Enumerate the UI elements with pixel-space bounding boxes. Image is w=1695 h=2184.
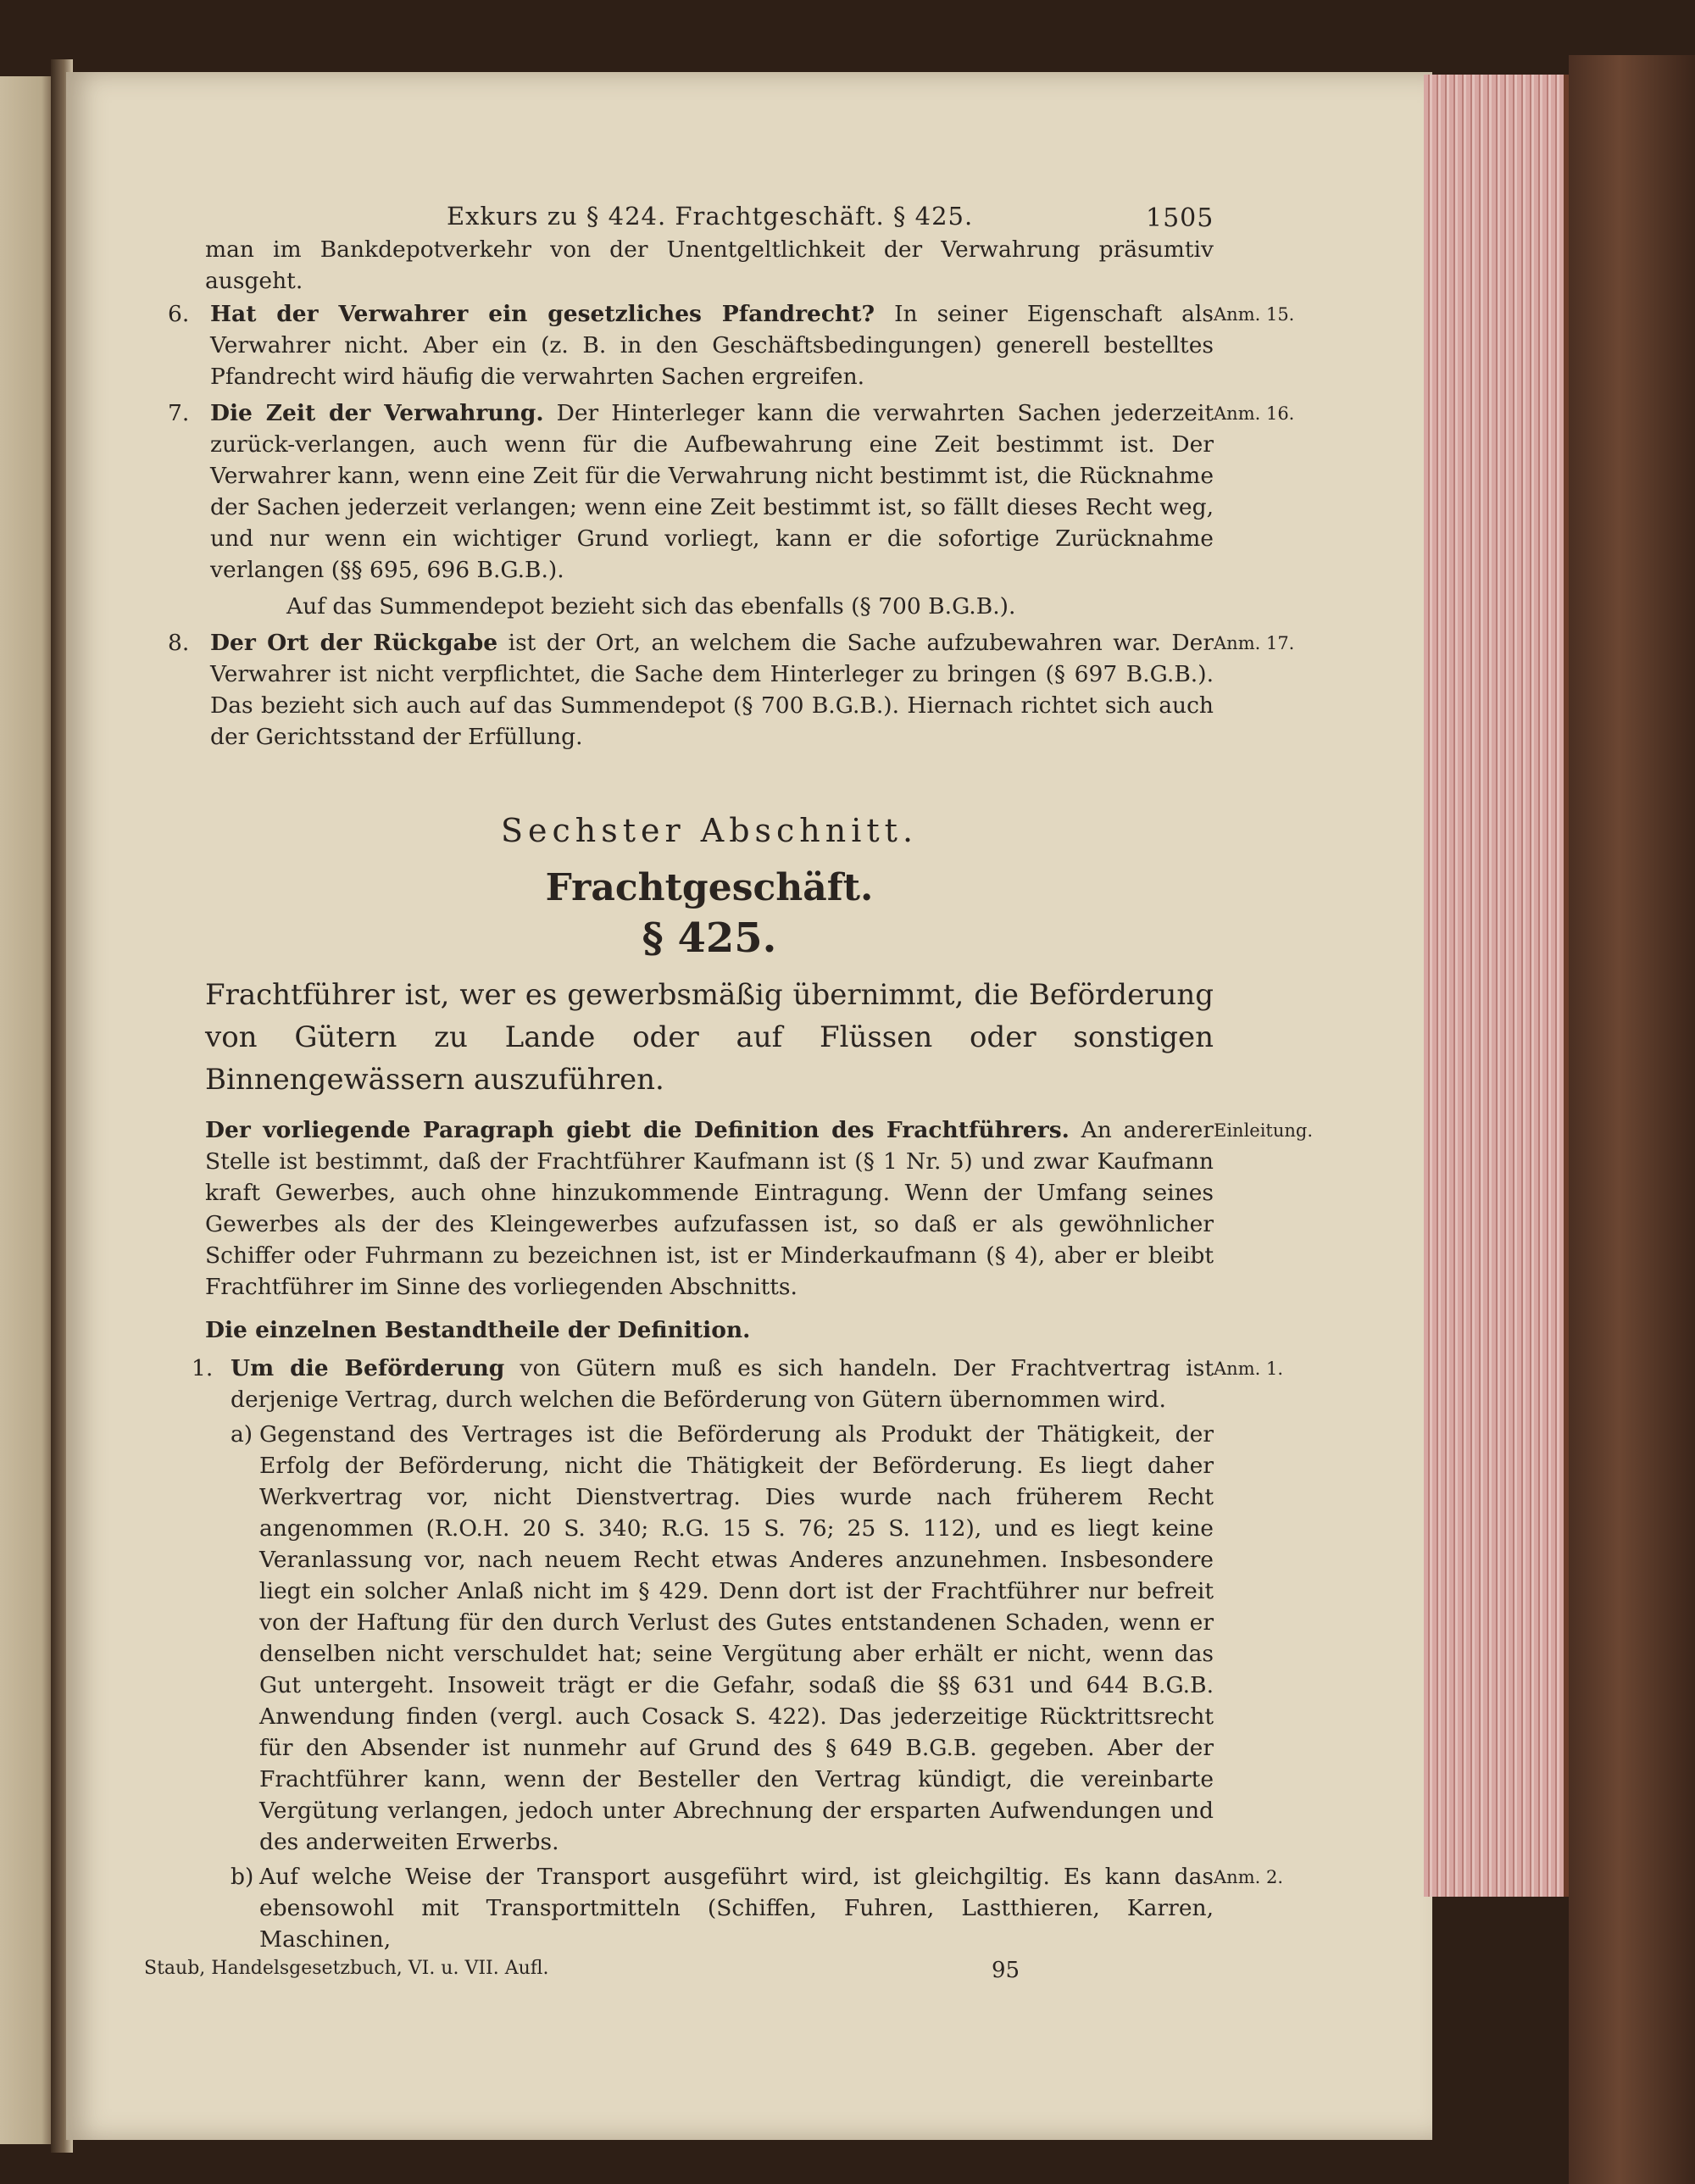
- running-header: [205, 195, 1214, 233]
- margin-note: Anm. 17.: [1214, 633, 1295, 653]
- margin-note: Einleitung.: [1214, 1120, 1314, 1141]
- paragraph-number: § 425.: [642, 914, 777, 962]
- definition-item-1: [192, 1353, 1283, 1415]
- commentary-intro-heading: Der vorliegende Paragraph giebt die Definition des Frachtführers.: [205, 1117, 1070, 1143]
- sub-item-label: b): [231, 1864, 254, 1890]
- margin-note: Anm. 1.: [1214, 1359, 1283, 1379]
- sub-item-b: [231, 1861, 1283, 1955]
- commentary-intro-text: An anderer Stelle ist bestimmt, daß der Frachtführer Kaufmann ist (§ 1 Nr. 5) und zwar Kaufmann kraft Gewerbes, auch ohne hinzukommende Eintragung. Wenn der Umfang seines Gewerbes als der des Kleingewerbes aufzufassen ist, so daß er als gewöhnlicher Schiffer oder Fuhrmann zu bezeichnen ist, ist er Minderkaufmann (§ 4), aber er bleibt Frachtführer im Sinne des vorliegenden Abschnitts.: [205, 1117, 1214, 1300]
- item-number: 7.: [168, 400, 190, 426]
- item-text: von Gütern muß es sich handeln. Der Frachtvertrag ist derjenige Vertrag, durch welchen die Beförderung von Gütern übernommen wird.: [231, 1355, 1214, 1413]
- item-number: 6.: [168, 301, 190, 327]
- running-title: Exkurs zu § 424. Frachtgeschäft. § 425.: [447, 202, 974, 231]
- signature-mark: 95: [992, 1958, 1020, 1983]
- item-number: 1.: [192, 1355, 214, 1381]
- section-title: Frachtgeschäft.: [545, 866, 874, 909]
- margin-note: Anm. 2.: [1214, 1867, 1283, 1887]
- item-heading: Um die Beförderung: [231, 1355, 505, 1381]
- item-7: [168, 397, 1295, 586]
- item-heading: Die Zeit der Verwahrung.: [210, 400, 544, 426]
- page-number: 1505: [1146, 203, 1214, 233]
- item-8: [168, 627, 1295, 753]
- margin-note: Anm. 15.: [1214, 304, 1295, 325]
- summendepot-note: Auf das Summendepot bezieht sich das ebenfalls (§ 700 B.G.B.).: [286, 593, 1016, 620]
- page-footer: [144, 1958, 1034, 1983]
- item-text: In seiner Eigenschaft als Verwahrer nicht. Aber ein (z. B. in den Geschäftsbedingungen) generell bestelltes Pfandrecht wird häufig die verwahrten Sachen ergreifen.: [210, 301, 1214, 390]
- page-edges: [1424, 75, 1569, 1897]
- item-6: [168, 298, 1295, 392]
- sub-item-text: Gegenstand des Vertrages ist die Beförderung als Produkt der Thätigkeit, der Erfolg der Beförderung, nicht die Thätigkeit der Beförderung. Es liegt daher Werkvertrag vor, nicht Dienstvertrag. Dies wurde nach früherem Recht angenommen (R.O.H. 20 S. 340; R.G. 15 S. 76; 25 S. 112), und es liegt keine Veranlassung vor, nach neuem Recht etwas Anderes anzunehmen. Insbesondere liegt ein solcher Anlaß nicht im § 429. Denn dort ist der Frachtführer nur befreit von der Haftung für den durch Verlust des Gutes entstandenen Schaden, wenn er denselben nicht verschuldet hat; seine Vergütung aber erhält er nicht, wenn das Gut untergeht. Insoweit trägt er die Gefahr, sodaß die §§ 631 und 644 B.G.B. Anwendung finden (vergl. auch Cosack S. 422). Das jederzeitige Rücktrittsrecht für den Absender ist nunmehr auf Grund des § 649 B.G.B. gegeben. Aber der Frachtführer kann, wenn der Besteller den Vertrag kündigt, die vereinbarte Vergütung verlangen, jedoch unter Abrechnung der ersparten Aufwendungen und des anderweiten Erwerbs.: [259, 1421, 1214, 1855]
- book-binding: [1569, 55, 1695, 2184]
- item-heading: Hat der Verwahrer ein gesetzliches Pfandrecht?: [210, 301, 875, 327]
- section-heading: Sechster Abschnitt.: [500, 812, 919, 849]
- item-text: ist der Ort, an welchem die Sache aufzubewahren war. Der Verwahrer ist nicht verpflichtet, die Sache dem Hinterleger zu bringen (§ 697 B.G.B.). Das bezieht sich auch auf das Summendepot (§ 700 B.G.B.). Hiernach richtet sich auch der Gerichtsstand der Erfüllung.: [210, 630, 1214, 750]
- intro-lines: man im Bankdepotverkehr von der Unentgeltlichkeit der Verwahrung präsumtiv ausgeht.: [205, 236, 1214, 294]
- item-number: 8.: [168, 630, 190, 656]
- footer-citation: Staub, Handelsgesetzbuch, VI. u. VII. Aufl.: [144, 1958, 549, 1979]
- page-content: [144, 195, 1314, 1983]
- statute-text: Frachtführer ist, wer es gewerbsmäßig übernimmt, die Beförderung von Gütern zu Lande oder auf Flüssen oder sonstigen Binnengewässern auszuführen.: [205, 978, 1214, 1097]
- commentary-intro: [205, 1114, 1314, 1303]
- definition-subhead: Die einzelnen Bestandtheile der Definition.: [205, 1317, 751, 1343]
- margin-note: Anm. 16.: [1214, 403, 1295, 424]
- sub-item-a: [231, 1419, 1214, 1858]
- sub-item-text: Auf welche Weise der Transport ausgeführt wird, ist gleichgiltig. Es kann das ebensowohl mit Transportmitteln (Schiffen, Fuhren, Lastthieren, Karren, Maschinen,: [259, 1864, 1214, 1953]
- sub-item-label: a): [231, 1421, 253, 1448]
- item-text: Der Hinterleger kann die verwahrten Sachen jederzeit zurück-verlangen, auch wenn für die Aufbewahrung eine Zeit bestimmt ist. Der Verwahrer kann, wenn eine Zeit für die Verwahrung nicht bestimmt ist, die Rücknahme der Sachen jederzeit verlangen; wenn eine Zeit bestimmt ist, so fällt dieses Recht weg, und nur wenn ein wichtiger Grund vorliegt, kann er die sofortige Zurücknahme verlangen (§§ 695, 696 B.G.B.).: [210, 400, 1214, 583]
- item-heading: Der Ort der Rückgabe: [210, 630, 498, 656]
